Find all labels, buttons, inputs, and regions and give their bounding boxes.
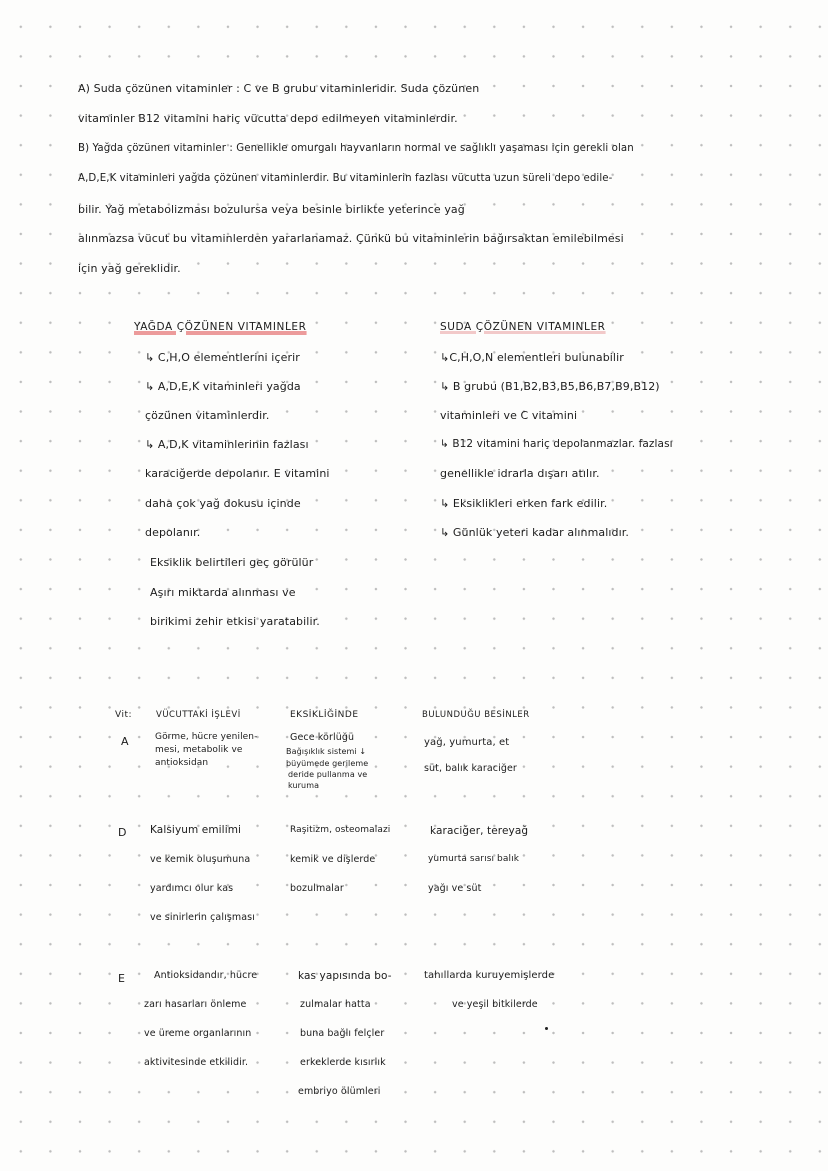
fat-soluble-line: Eksiklik belirtileri geç görülür — [150, 556, 314, 569]
fat-soluble-line: çözünen vitaminlerdir. — [145, 409, 270, 422]
a-deficiency-line: deride pullanma ve — [288, 770, 368, 779]
a-deficiency-line: büyümede gerileme — [286, 759, 369, 768]
intro-line: bilir. Yağ metabolizması bozulursa veya besinle birlikte yeterince yağ — [78, 203, 465, 216]
intro-line: için yağ gereklidir. — [78, 262, 181, 275]
e-deficiency-line: zulmalar hatta — [300, 999, 371, 1010]
d-deficiency-line: kemik ve dişlerde — [290, 854, 376, 865]
fat-soluble-line: ↳ C,H,O elementlerini içerir — [145, 351, 300, 364]
intro-line: A) Suda çözünen vitaminler : C ve B grubu vitaminleridir. Suda çözünen — [78, 82, 480, 95]
e-food-line: ve yeşil bitkilerde — [452, 999, 538, 1010]
e-function-line: aktivitesinde etkilidir. — [144, 1057, 249, 1068]
a-deficiency-line: kuruma — [288, 781, 320, 790]
e-function-line: zarı hasarları önleme — [144, 999, 247, 1010]
d-function-line: Kalsiyum emilimi — [150, 824, 242, 836]
intro-line: B) Yağda çözünen vitaminler : Genellikle omurgalı hayvanların normal ve sağlıklı yaşaması için gerekli olan — [78, 143, 634, 154]
a-deficiency-line: Gece körlüğü — [290, 732, 355, 743]
d-deficiency-line: Raşitizm, osteomalazi — [290, 825, 391, 835]
fat-soluble-title: YAĞDA ÇÖZÜNEN VITAMINLER — [134, 321, 307, 333]
water-soluble-line: ↳C,H,O,N elementleri bulunabilir — [440, 351, 624, 364]
water-soluble-line: ↳ Eksiklikleri erken fark edilir. — [440, 497, 608, 510]
a-function-line: antioksidan — [155, 758, 209, 768]
fat-soluble-line: ↳ A,D,K vitaminlerinin fazlası — [145, 438, 309, 451]
fat-soluble-line: birikimi zehir etkisi yaratabilir. — [150, 615, 320, 628]
intro-line: A,D,E,K vitaminleri yağda çözünen vitaminlerdir. Bu vitaminlerin fazlası vücutta uzun süreli depo edile- — [78, 173, 613, 184]
e-deficiency-line: embriyo ölümleri — [298, 1086, 381, 1097]
e-deficiency-line: kas yapısında bo- — [298, 970, 392, 982]
fat-soluble-line: daha çok yağ dokusu içinde — [145, 497, 301, 510]
d-food-line: yumurta sarısı balık — [428, 854, 520, 864]
water-soluble-line: ↳ Günlük yeteri kadar alınmalıdır. — [440, 526, 630, 539]
water-soluble-title: SUDA ÇÖZÜNEN VITAMINLER — [440, 321, 606, 333]
a-food-line: yağ, yumurta, et — [424, 737, 510, 748]
d-function-line: yardımcı olur kas — [150, 883, 234, 894]
a-deficiency-line: Bağışıklık sistemi ↓ — [286, 747, 367, 756]
a-food-line: süt, balık karaciğer — [424, 763, 517, 774]
header-function: VÜCUTTAKİ İŞLEVİ — [156, 710, 241, 720]
d-food-line: yağı ve süt — [428, 883, 482, 894]
e-function-line: Antioksidandır, hücre — [154, 970, 258, 981]
e-deficiency-line: erkeklerde kısırlık — [300, 1057, 386, 1068]
intro-line: vitaminler B12 vitamini hariç vücutta depo edilmeyen vitaminlerdir. — [78, 112, 458, 125]
e-food-line: tahıllarda kuruyemişlerde — [424, 970, 555, 981]
header-foods: BULUNDUĞU BESİNLER — [422, 710, 530, 720]
d-deficiency-line: bozulmalar — [290, 883, 344, 894]
d-function-line: ve sinirlerin çalışması — [150, 912, 255, 923]
a-function-line: mesi, metabolik ve — [155, 745, 243, 755]
d-food-line: karaciğer, tereyağ — [430, 825, 529, 837]
d-function-line: ve kemik oluşumuna — [150, 854, 251, 865]
header-deficiency: EKSİKLİĞİNDE — [290, 710, 359, 720]
water-soluble-line: ↳ B grubu (B1,B2,B3,B5,B6,B7,B9,B12) — [440, 380, 660, 393]
header-vit: Vit: — [115, 710, 133, 720]
fat-soluble-line: Aşırı miktarda alınması ve — [150, 586, 296, 599]
ink-dot — [545, 1027, 548, 1030]
fat-soluble-line: karaciğerde depolanır. E vitamini — [145, 467, 330, 480]
intro-line: alınmazsa vücut bu vitaminlerden yararlanamaz. Çünkü bu vitaminlerin bağırsaktan emilebilmesi — [78, 232, 624, 245]
water-soluble-line: vitaminleri ve C vitamini — [440, 409, 578, 422]
a-function-line: Görme, hücre yenilen- — [155, 732, 258, 742]
fat-soluble-line: depolanır. — [145, 526, 201, 539]
e-deficiency-line: buna bağlı felçler — [300, 1028, 385, 1039]
e-function-line: ve üreme organlarının — [144, 1028, 252, 1039]
vitamin-label-d: D — [118, 826, 127, 839]
water-soluble-line: ↳ B12 vitamini hariç depolanmazlar. fazlası — [440, 438, 673, 450]
vitamin-label-a: A — [121, 735, 129, 748]
fat-soluble-line: ↳ A,D,E,K vitaminleri yağda — [145, 380, 301, 393]
vitamin-label-e: E — [118, 972, 126, 985]
water-soluble-line: genellikle idrarla dışarı atılır. — [440, 467, 600, 480]
